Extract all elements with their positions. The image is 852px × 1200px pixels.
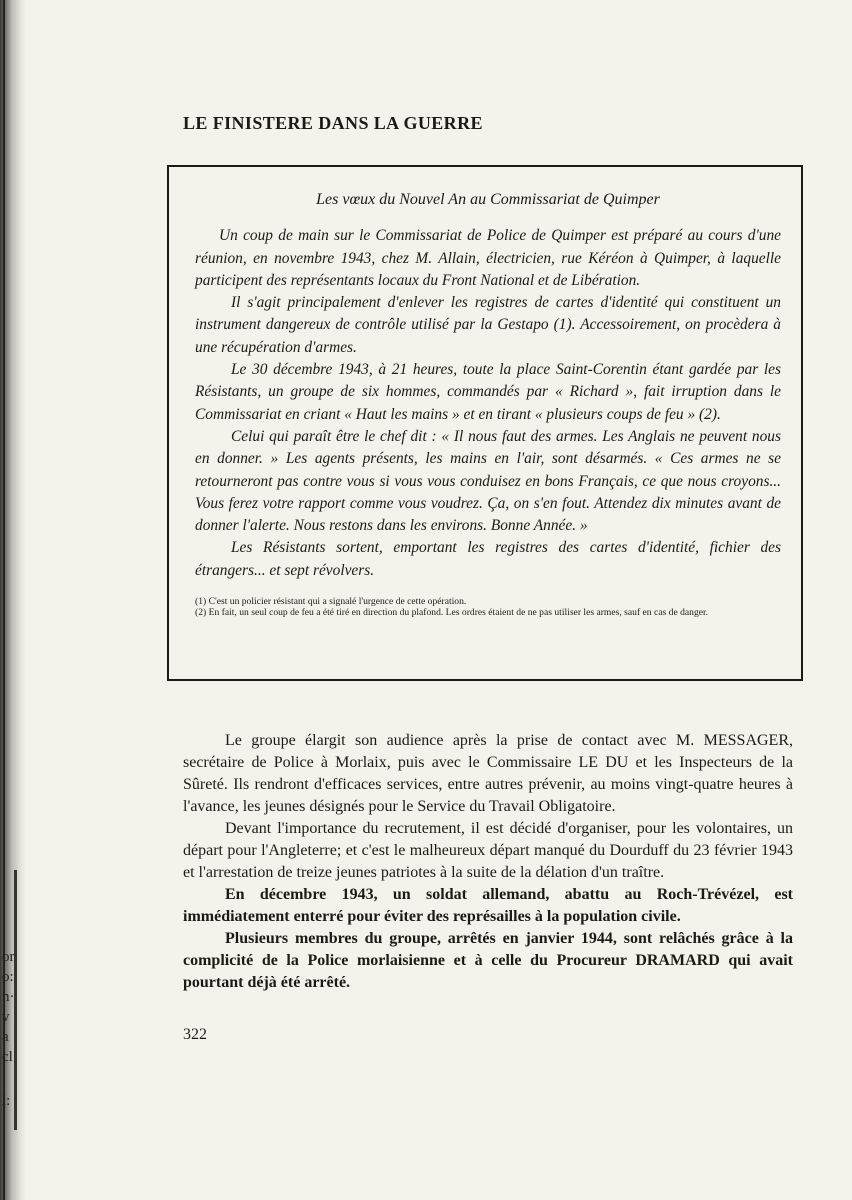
body-text (183, 730, 793, 994)
left-page-fragment: v (2, 1009, 10, 1025)
left-page-fragment: or (2, 949, 15, 965)
left-page-fragment: cl (2, 1049, 13, 1065)
body-paragraph: Le groupe élargit son audience après la prise de contact avec M. MESSAGER, secrétaire de Police à Morlaix, puis avec le Commissaire LE DU et les Inspecteurs de la Sûreté. Ils rendront d'efficaces services, entre autres prévenir, au moins vingt-quatre heures à l'avance, les jeunes désignés pour le Service du Travail Obligatoire. (183, 732, 793, 815)
inset-paragraph: Un coup de main sur le Commissariat de Police de Quimper est préparé au cours d'une réunion, en novembre 1943, chez M. Allain, électricien, rue Kéréon à Quimper, à laquelle participent des représentants locaux du Front National et de Libération. (195, 227, 781, 289)
running-head: LE FINISTERE DANS LA GUERRE (183, 113, 483, 133)
body-paragraph: En décembre 1943, un soldat allemand, abattu au Roch-Trévézel, est immédiatement enterré pour éviter des représailles à la population civile. (183, 886, 793, 925)
inset-title: Les vœux du Nouvel An au Commissariat de Quimper (316, 191, 660, 208)
inset-paragraph: Il s'agit principalement d'enlever les registres de cartes d'identité qui constituent un instrument dangereux de contrôle utilisé par la Gestapo (1). Accessoirement, on procèdera à une récupération d'armes. (195, 294, 781, 356)
page-number: 322 (183, 1026, 207, 1043)
left-page-fragment: a (2, 1029, 9, 1045)
inset-paragraph: Les Résistants sortent, emportant les registres des cartes d'identité, fichier des étrangers... et sept révolvers. (195, 539, 781, 579)
left-page-fragment: o: (2, 969, 14, 985)
inset-paragraph: Le 30 décembre 1943, à 21 heures, toute la place Saint-Corentin étant gardée par les Résistants, un groupe de six hommes, commandés par « Richard », fait irruption dans le Commissariat en criant « Haut les mains » et en tirant « plusieurs coups de feu » (2). (195, 361, 781, 423)
footnote: (2) En fait, un seul coup de feu a été tiré en direction du plafond. Les ordres étaient de ne pas utiliser les armes, sauf en cas de danger. (195, 607, 709, 619)
footnotes (195, 596, 781, 618)
body-paragraph: Plusieurs membres du groupe, arrêtés en janvier 1944, sont relâchés grâce à la complicité de la Police morlaisienne et à celle du Procureur DRAMARD qui avait pourtant déjà été arrêté. (183, 930, 793, 991)
footnote: (1) C'est un policier résistant qui a signalé l'urgence de cette opération. (195, 596, 467, 608)
left-page-fragment: n· (2, 989, 15, 1005)
inset-box (167, 165, 803, 681)
body-paragraph: Devant l'importance du recrutement, il est décidé d'organiser, pour les volontaires, un départ pour l'Angleterre; et c'est le malheureux départ manqué du Dourduff du 23 février 1943 et l'arrestation de treize jeunes patriotes à la suite de la délation d'un traître. (183, 820, 793, 881)
inset-paragraph: Celui qui paraît être le chef dit : « Il nous faut des armes. Les Anglais ne peuvent nous en donner. » Les agents présents, les mains en l'air, sont désarmés. « Ces armes ne se retourneront pas contre vous si vous vous conduisez en bons Français, ce que nous croyons... Vous ferez votre rapport comme vous voudrez. Ça, on s'en fout. Attendez dix minutes avant de donner l'alerte. Nous restons dans les environs. Bonne Année. » (195, 427, 781, 535)
left-page-fragment: l: (2, 1093, 11, 1109)
